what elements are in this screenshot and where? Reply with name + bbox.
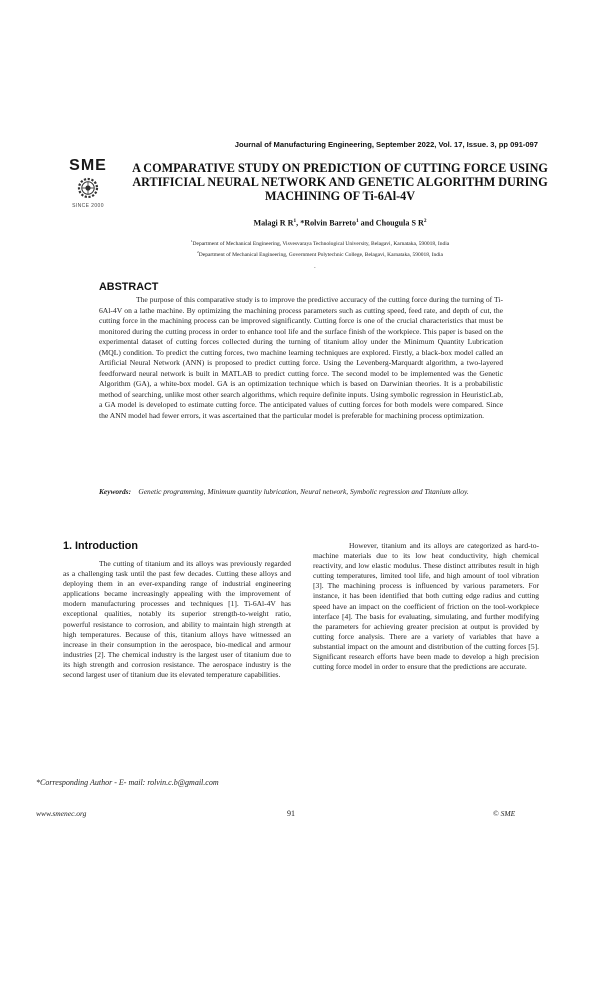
intro-left-column: The cutting of titanium and its alloys was previously regarded as a challenging task until the past few decades. Cutting these alloys and deploying them in an ever-expanding range of industrial engineering applications became increasingly appealing with the improvement of modern manufacturing processes and techniques [1]. Ti-6Al-4V has exceptional qualities, notably its superior strength-to-weight ratio, powerful resistance to corrosion, and ability to maintain high strength at high temperatures. Because of this, titanium alloys have witnessed an increase in their consumption in the aerospace, bio-medical and armour industries [2]. The chemical industry is the largest user of titanium due to its high strength and corrosion resistance. The aerospace industry is the second largest user of titanium due its elevated temperature capabilities. <box>63 559 291 680</box>
page-number: 91 <box>287 809 295 818</box>
author-affil-mark: 1 <box>356 218 359 224</box>
logo-text: SME <box>69 157 107 174</box>
keywords <box>99 487 503 498</box>
footer-copyright: © SME <box>493 809 516 818</box>
abstract-heading: ABSTRACT <box>99 281 159 293</box>
keywords-label: Keywords: <box>99 487 132 496</box>
stray-dot: . <box>314 262 316 270</box>
section-heading-introduction: 1. Introduction <box>63 540 138 552</box>
affil-text: Department of Mechanical Engineering, Government Polytechnic College, Belagavi, Karnataka, 590018, India <box>198 251 443 258</box>
corresponding-author-note: *Corresponding Author - E- mail: rolvin.c.b@gmail.com <box>36 778 219 787</box>
abstract-body: The purpose of this comparative study is to improve the predictive accuracy of the cutting force during the turning of Ti-6Al-4V on a lathe machine. By optimizing the machining process parameters such as cutting speed, feed rate, and depth of cut, the cutting force in the machining process can be improved significantly. Cutting force is one of the crucial characteristics that must be monitored during the cutting process in order to enhance tool life and the surface finish of the workpiece. This paper is based on the experimental dataset of cutting forces collected during the turning of titanium alloy under the Minimum Quantity Lubrication (MQL) condition. To predict the cutting forces, two machine learning techniques are explored. Firstly, a black-box model called an Artificial Neural Network (ANN) is proposed to predict cutting force. Using the Levenberg-Marquardt algorithm, a two-layered feedforward neural network is built in MATLAB to predict cutting force. The second model to be implemented was the Genetic Algorithm (GA), a white-box model. GA is an optimization technique which is based on Darwinian theories. It is a probabilistic method of searching, unlike most other search algorithms, which require definite inputs. Using symbolic regression in HeuristicLab, a GA model is developed to estimate cutting force. The anticipated values of cutting forces for both models were compared. Since the ANN model had fewer errors, it was ascertained that the particular model is preferable for machining process optimization. <box>99 295 503 420</box>
affil-text: Department of Mechanical Engineering, Visvesvaraya Technological University, Belagavi, Karnataka, 590018, India <box>192 240 450 247</box>
affiliation-2 <box>60 248 580 259</box>
journal-citation: Journal of Manufacturing Engineering, September 2022, Vol. 17, Issue. 3, pp 091-097 <box>234 140 538 149</box>
author-affil-mark: 2 <box>423 218 427 224</box>
author-name: Malagi R R <box>253 218 294 228</box>
affil-mark: 2 <box>197 249 199 254</box>
affiliations <box>60 237 580 259</box>
author-affil-mark: 1 <box>293 218 297 224</box>
sme-logo <box>60 157 116 212</box>
footer-website: www.smenec.org <box>36 809 87 818</box>
affiliation-1 <box>60 237 580 248</box>
gear-emblem-icon <box>75 175 101 201</box>
keywords-text: Genetic programming, Minimum quantity lubrication, Neural network, Symbolic regression and Titanium alloy. <box>138 487 469 496</box>
author-name: and Chougula S R <box>358 218 424 228</box>
logo-since: SINCE 2000 <box>72 203 104 209</box>
affil-mark: 1 <box>190 239 193 243</box>
paper-title: A COMPARATIVE STUDY ON PREDICTION OF CUTTING FORCE USING ARTIFICIAL NEURAL NETWORK AND GENETIC ALGORITHM DURING MACHINING OF Ti-6Al-4V <box>132 161 548 203</box>
intro-right-column: However, titanium and its alloys are categorized as hard-to-machine materials due to its low heat conductivity, high chemical reactivity, and low elastic modulus. These distinct attributes result in high cutting temperatures, limited tool life, and high amount of tool vibration [3]. The machining process is influenced by various parameters. For instance, it has been identified that both cutting edge radius and cutting speed have an impact on the coefficient of friction on the tool-workpiece interface [4]. The basis for evaluating, simulating, and further modifying the parameters for achieving greater precision at output is provided by cutting force analysis. There are a variety of variables that have a substantial impact on the amount and distribution of the cutting forces [5]. Significant research efforts have been made to develop a high precision cutting force model in order to ensure that the predictions are accurate. <box>313 541 539 672</box>
author-list <box>140 218 540 228</box>
author-name: , *Rolvin Barreto <box>296 218 357 228</box>
